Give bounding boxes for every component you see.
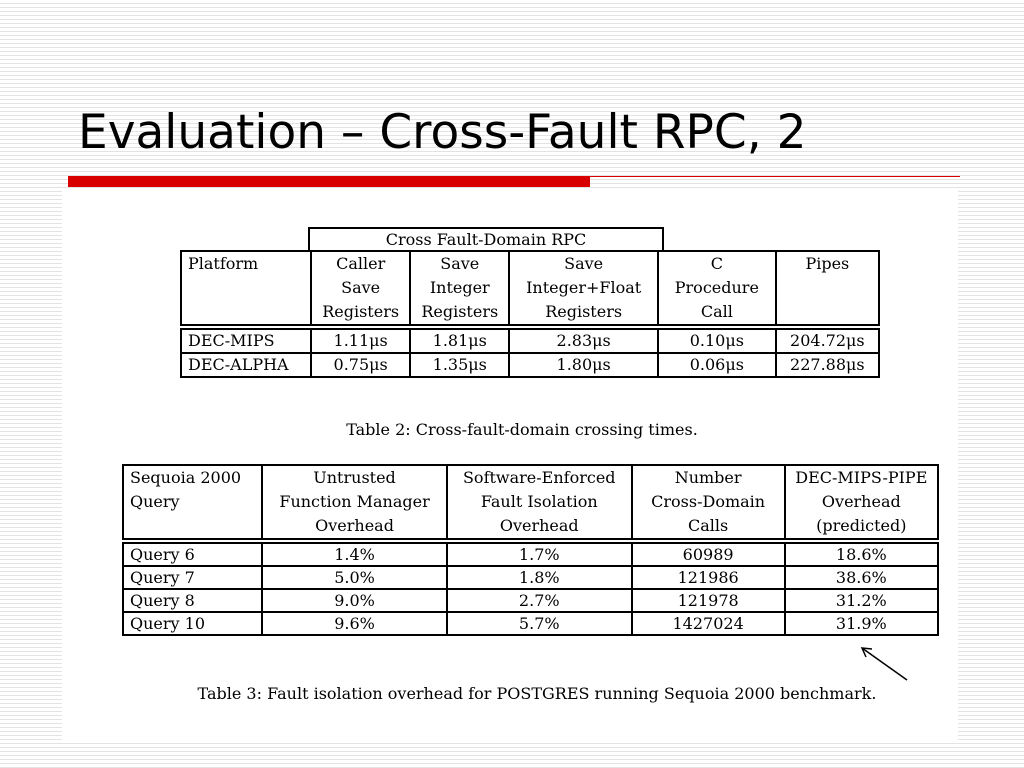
table3-cell: 1427024 bbox=[632, 612, 785, 635]
table3-header-query: Sequoia 2000 Query bbox=[123, 465, 262, 539]
table2-header-row bbox=[181, 251, 879, 325]
table2-cell: 1.11μs bbox=[311, 329, 410, 353]
table3-cell: 121978 bbox=[632, 589, 785, 612]
table3-cell: Query 6 bbox=[123, 543, 262, 566]
table3-caption: Table 3: Fault isolation overhead for POSTGRES running Sequoia 2000 benchmark. bbox=[197, 684, 877, 703]
table3-cell: 9.0% bbox=[262, 589, 447, 612]
table3-header-pipe-overhead: DEC-MIPS-PIPE Overhead (predicted) bbox=[785, 465, 938, 539]
table3-cell: 18.6% bbox=[785, 543, 938, 566]
table2-cell: DEC-ALPHA bbox=[181, 353, 311, 377]
table2-cell: 1.80μs bbox=[509, 353, 658, 377]
table3-header-sfi: Software-Enforced Fault Isolation Overhead bbox=[447, 465, 632, 539]
table2-cell: 1.81μs bbox=[410, 329, 509, 353]
table-row bbox=[123, 543, 938, 566]
table3-header-untrusted: Untrusted Function Manager Overhead bbox=[262, 465, 447, 539]
table2-cell: 0.10μs bbox=[658, 329, 776, 353]
slide-title: Evaluation – Cross-Fault RPC, 2 bbox=[78, 105, 807, 160]
table3-cell: Query 8 bbox=[123, 589, 262, 612]
table3-cell: 121986 bbox=[632, 566, 785, 589]
table-row bbox=[181, 353, 879, 377]
table2-header-caller-save: Caller Save Registers bbox=[311, 251, 410, 325]
table2-cell: 0.06μs bbox=[658, 353, 776, 377]
table3-cell: 60989 bbox=[632, 543, 785, 566]
table3-cell: 2.7% bbox=[447, 589, 632, 612]
table2-cell: 1.35μs bbox=[410, 353, 509, 377]
table2-header-pipes: Pipes bbox=[776, 251, 879, 325]
table2-header-save-integer: Save Integer Registers bbox=[410, 251, 509, 325]
table2-group-header: Cross Fault-Domain RPC bbox=[308, 227, 664, 250]
table3-cell: Query 10 bbox=[123, 612, 262, 635]
table3-cell: 5.0% bbox=[262, 566, 447, 589]
table-row bbox=[123, 589, 938, 612]
table-row bbox=[123, 612, 938, 635]
table3-cell: 9.6% bbox=[262, 612, 447, 635]
table2-cell: 0.75μs bbox=[311, 353, 410, 377]
table2-cell: DEC-MIPS bbox=[181, 329, 311, 353]
table3-cell: 31.9% bbox=[785, 612, 938, 635]
table3-fault-isolation-overhead bbox=[122, 464, 939, 636]
table2-header-save-integer-float: Save Integer+Float Registers bbox=[509, 251, 658, 325]
table-row bbox=[123, 566, 938, 589]
table3-cell: 1.4% bbox=[262, 543, 447, 566]
table3-cell: Query 7 bbox=[123, 566, 262, 589]
table2-header-c-procedure-call: C Procedure Call bbox=[658, 251, 776, 325]
table3-cell: 5.7% bbox=[447, 612, 632, 635]
table3-cell: 31.2% bbox=[785, 589, 938, 612]
table3-cell: 1.7% bbox=[447, 543, 632, 566]
table3-header-row bbox=[123, 465, 938, 539]
arrow-annotation-icon bbox=[852, 643, 912, 683]
table2-header-platform: Platform bbox=[181, 251, 311, 325]
table2-cell: 227.88μs bbox=[776, 353, 879, 377]
table3-header-calls: Number Cross-Domain Calls bbox=[632, 465, 785, 539]
table-row bbox=[181, 329, 879, 353]
table3-cell: 1.8% bbox=[447, 566, 632, 589]
paper-excerpt-image bbox=[62, 188, 958, 740]
title-accent-bar bbox=[68, 176, 590, 187]
table2-cell: 2.83μs bbox=[509, 329, 658, 353]
table2-cell: 204.72μs bbox=[776, 329, 879, 353]
table2-caption: Table 2: Cross-fault-domain crossing times. bbox=[346, 420, 698, 439]
table2-cross-fault-domain-rpc bbox=[180, 250, 880, 378]
title-accent-line bbox=[590, 176, 960, 177]
table3-cell: 38.6% bbox=[785, 566, 938, 589]
